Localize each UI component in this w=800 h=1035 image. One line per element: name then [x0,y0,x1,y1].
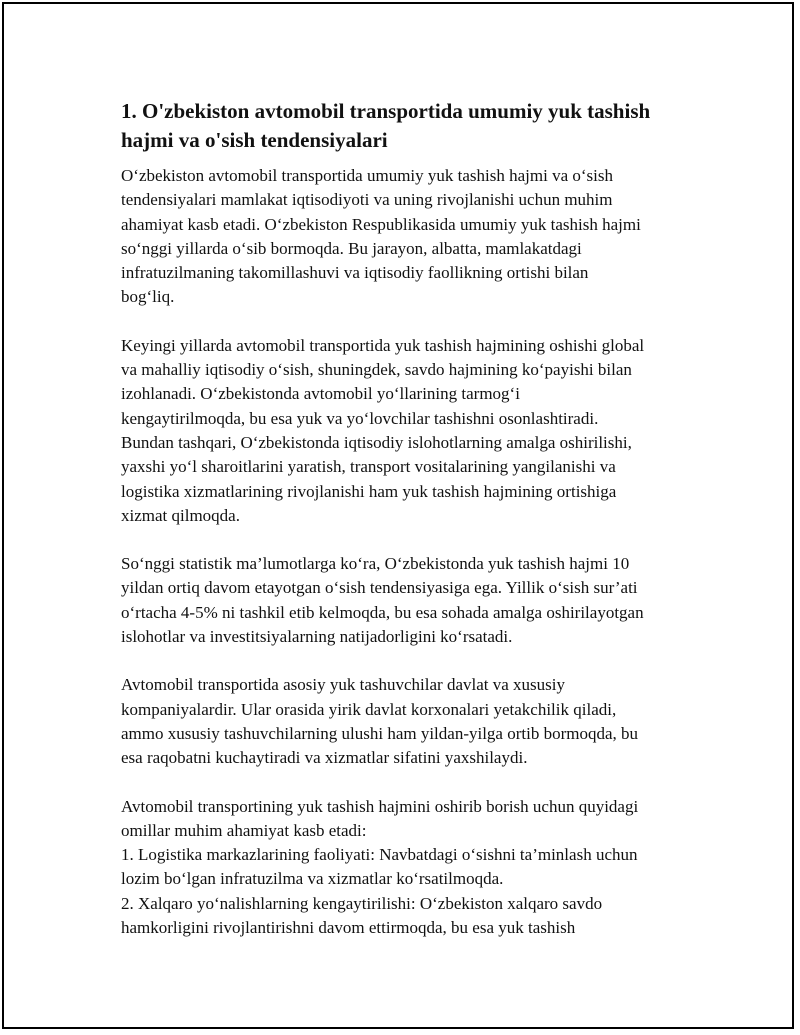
paragraph-2: Keyingi yillarda avtomobil transportida yuk tashish hajmining oshishi global va mahalliy iqtisodiy o‘sish, shuningdek, savdo hajmining ko‘payishi bilan izohlanadi. O‘zbekistonda avtomobil yo‘llarining tarmog‘i kengaytirilmoqda, bu esa yuk va yo‘lovchilar tashishni osonlashtiradi. Bundan tashqari, O‘zbekistonda iqtisodiy islohotlarning amalga oshirilishi, yaxshi yo‘l sharoitlarini yaratish, transport vositalarining yangilanishi va logistika xizmatlarining rivojlanishi ham yuk tashish hajmining ortishiga xizmat qilmoqda. [121,335,645,525]
section-heading: 1. O'zbekiston avtomobil transportida umumiy yuk tashish hajmi va o'sish tendensiyalari [121,99,651,152]
paragraph-5: Avtomobil transportining yuk tashish hajmini oshirib borish uchun quyidagi omillar muhim ahamiyat kasb etadi: 1. Logistika markazlarining faoliyati: Navbatdagi o‘sishni ta’minlash uchun lozim bo‘lgan infratuzilma va xizmatlar ko‘rsatilmoqda. 2. Xalqaro yo‘nalishlarning kengaytirilishi: O‘zbekiston xalqaro savdo hamkorligini rivojlantirishni davom ettirmoqda, bu esa yuk tashish [121,796,639,938]
paragraph-gap [121,771,711,795]
paragraph-4: Avtomobil transportida asosiy yuk tashuvchilar davlat va xususiy kompaniyalardir. Ular orasida yirik davlat korxonalari yetakchilik qiladi, ammo xususiy tashuvchilarning ulushi ham yildan-yilga ortib bormoqda, bu esa raqobatni kuchaytiradi va xizmatlar sifatini yaxshilaydi. [121,675,639,768]
paragraph-1: O‘zbekiston avtomobil transportida umumiy yuk tashish hajmi va o‘sish tendensiyalari mamlakat iqtisodiyoti va uning rivojlanishi uchun muhim ahamiyat kasb etadi. O‘zbekiston Respublikasida umumiy yuk tashish hajmi so‘nggi yillarda o‘sib bormoqda. Bu jarayon, albatta, mamlakatdagi infratuzilmaning takomillashuvi va iqtisodiy faollikning ortishi bilan bog‘liq. [121,166,641,307]
paragraph-gap [121,528,711,552]
page-frame [2,2,794,1029]
paragraph-3: So‘nggi statistik ma’lumotlarga ko‘ra, O‘zbekistonda yuk tashish hajmi 10 yildan ortiq davom etayotgan o‘sish tendensiyasiga ega. Yillik o‘sish sur’ati o‘rtacha 4-5% ni tashkil etib kelmoqda, bu esa sohada amalga oshirilayotgan islohotlar va investitsiyalarning natijadorligini ko‘rsatadi. [121,554,644,647]
paragraph-gap [121,310,711,334]
paragraph-gap [121,649,711,673]
document-body [121,97,711,940]
